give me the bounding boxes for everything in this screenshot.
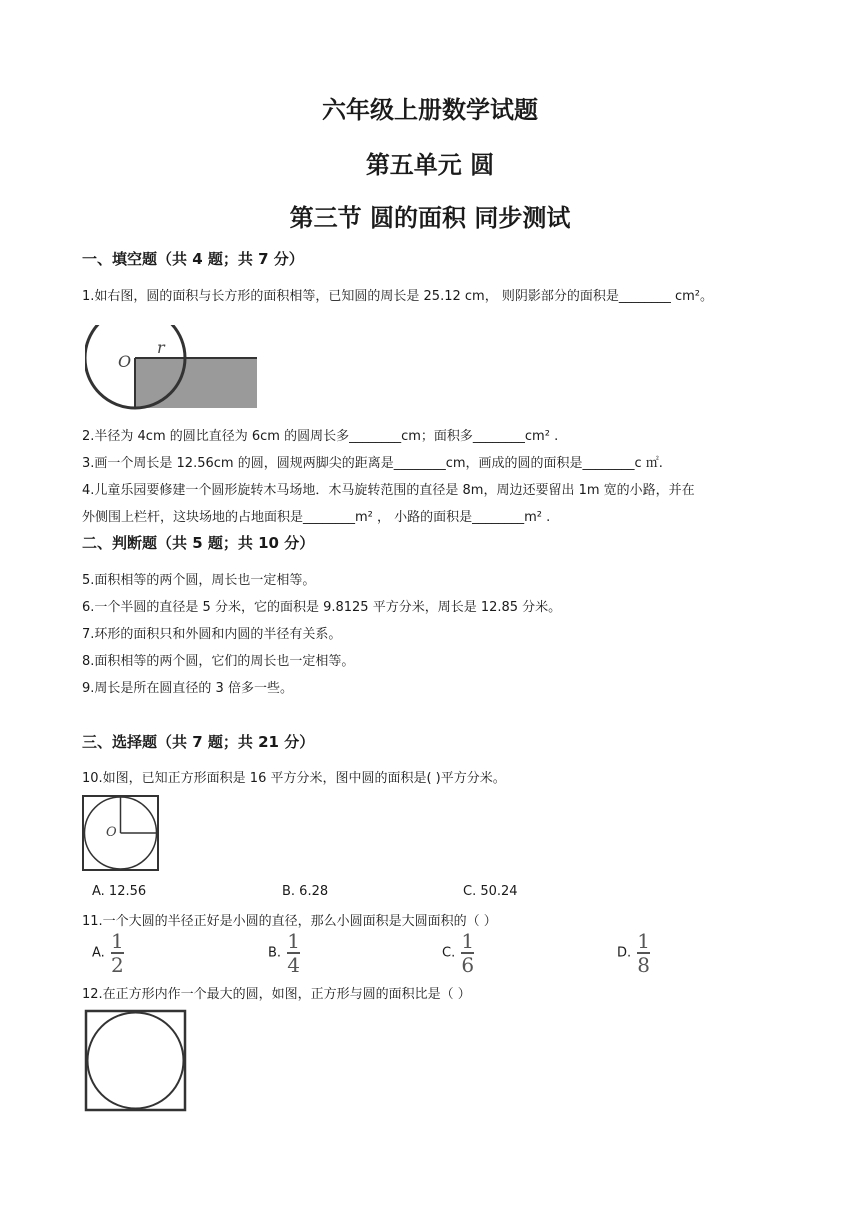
section-choice-heading: 三、选择题（共 7 题；共 21 分） [82, 733, 315, 751]
q11-option-c[interactable] [442, 931, 474, 975]
q11-option-b[interactable] [268, 931, 300, 975]
fraction-one-quarter: $\frac{1}{4}$ [287, 929, 300, 977]
question-11: 11.一个大圆的半径正好是小圆的直径，那么小圆面积是大圆面积的（ ） [82, 914, 497, 929]
q11-option-c-label: C. [442, 945, 456, 961]
question-2: 2.半径为 4cm 的圆比直径为 6cm 的圆周长多________cm；面积多________cm² . [82, 429, 559, 444]
question-12: 12.在正方形内作一个最大的圆，如图，正方形与圆的面积比是（ ） [82, 987, 471, 1002]
figure-circle-rectangle [85, 325, 265, 415]
question-1: 1.如右图，圆的面积与长方形的面积相等，已知圆的周长是 25.12 cm， 则阴影部分的面积是________ cm²。 [82, 289, 713, 304]
q11-option-d[interactable] [617, 931, 650, 975]
section-judge-heading: 二、判断题（共 5 题；共 10 分） [82, 534, 315, 552]
figure-square-circle-quarter [81, 794, 161, 872]
figure10-center-label: O [106, 825, 117, 840]
question-3: 3.画一个周长是 12.56cm 的圆，圆规两脚尖的距离是________cm，画成的圆的面积是________c ㎡. [82, 456, 663, 471]
page-title: 六年级上册数学试题 [322, 96, 538, 124]
question-8: 8.面积相等的两个圆，它们的周长也一定相等。 [82, 654, 355, 669]
q10-option-c[interactable]: C. 50.24 [463, 884, 518, 899]
fraction-one-sixth: $\frac{1}{6}$ [461, 929, 475, 977]
question-10: 10.如图，已知正方形面积是 16 平方分米，图中圆的面积是( )平方分米。 [82, 771, 506, 786]
q10-option-b[interactable]: B. 6.28 [282, 884, 329, 899]
figure1-center-label: O [118, 352, 132, 371]
section-fill-heading: 一、填空题（共 4 题；共 7 分） [82, 250, 304, 268]
q11-option-a[interactable] [92, 931, 124, 975]
figure1-radius-label: r [157, 338, 165, 357]
q10-option-a[interactable]: A. 12.56 [92, 884, 147, 899]
fraction-one-half: $\frac{1}{2}$ [110, 929, 124, 977]
section-title: 第三节 圆的面积 同步测试 [289, 204, 571, 232]
unit-title: 第五单元 圆 [365, 151, 495, 179]
figure-square-inscribed-circle [84, 1009, 188, 1113]
q11-option-a-label: A. [92, 945, 105, 961]
question-7: 7.环形的面积只和外圆和内圆的半径有关系。 [82, 627, 342, 642]
question-4-line1: 4.儿童乐园要修建一个圆形旋转木马场地．木马旋转范围的直径是 8m，周边还要留出 1m 宽的小路，并在 [82, 483, 695, 498]
question-9: 9.周长是所在圆直径的 3 倍多一些。 [82, 681, 293, 696]
q11-option-d-label: D. [617, 945, 632, 961]
question-6: 6.一个半圆的直径是 5 分米，它的面积是 9.8125 平方分米，周长是 12.85 分米。 [82, 600, 562, 615]
question-4-line2: 外侧围上栏杆，这块场地的占地面积是________m² ， 小路的面积是________m² . [82, 510, 551, 525]
fraction-one-eighth: $\frac{1}{8}$ [637, 929, 651, 977]
question-5: 5.面积相等的两个圆，周长也一定相等。 [82, 573, 316, 588]
q11-option-b-label: B. [268, 945, 282, 961]
